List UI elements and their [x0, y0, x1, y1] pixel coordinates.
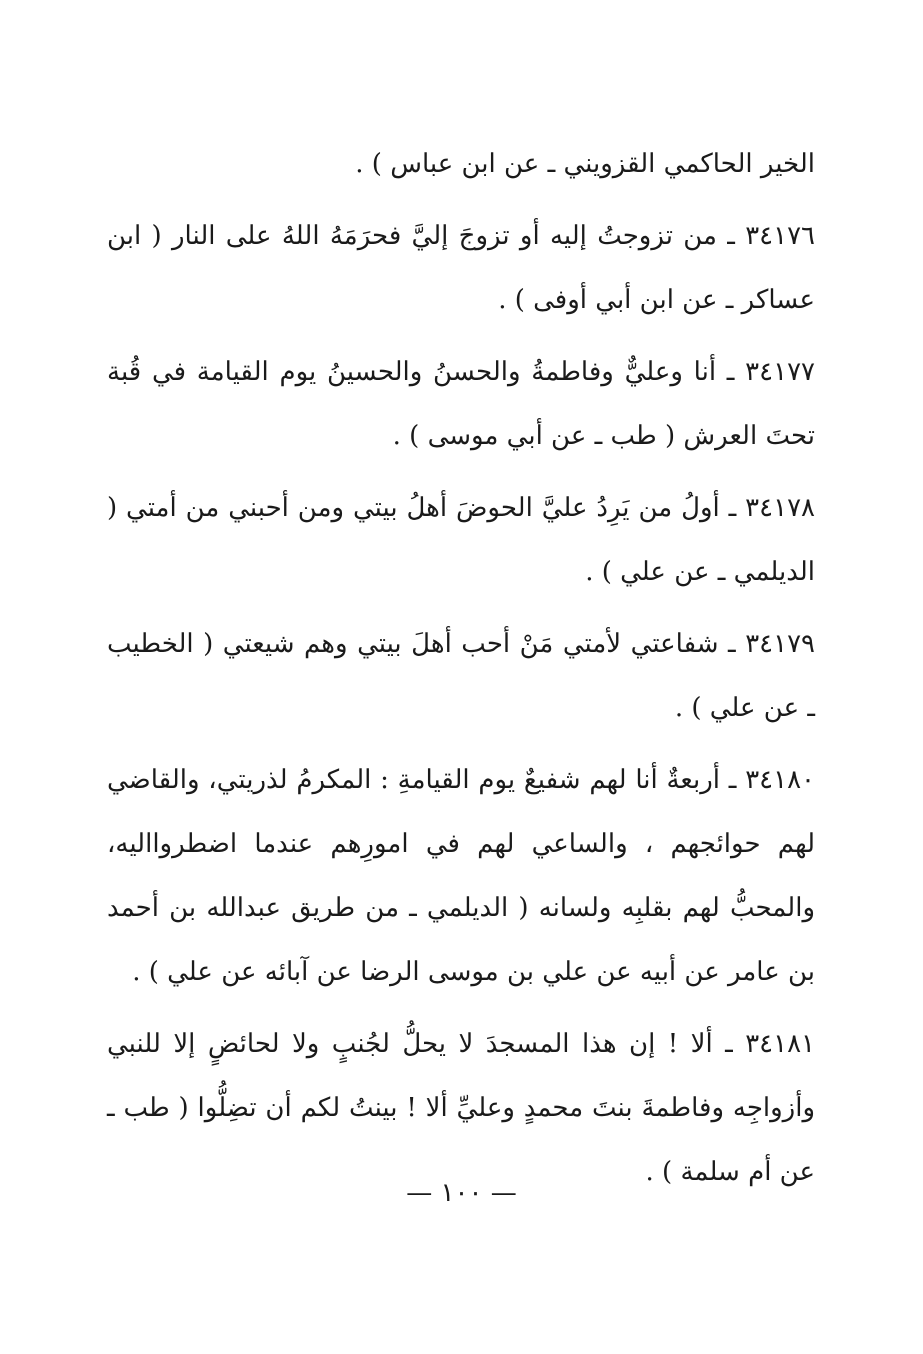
entry-number: ٣٤١٧٨: [745, 493, 815, 523]
hadith-entry-34176: [107, 204, 815, 332]
entry-text: ـ أنا وعليٌّ وفاطمةُ والحسنُ والحسينُ يوم القيامة في قُبة تحتَ العرش ( طب ـ عن أبي موسى ) .: [107, 357, 815, 451]
entry-number: ٣٤١٧٦: [745, 221, 816, 251]
page-number: — ١٠٠ —: [406, 1178, 517, 1208]
entry-number: ٣٤١٧٧: [745, 357, 815, 387]
entry-number: ٣٤١٧٩: [745, 629, 816, 659]
entry-number: ٣٤١٨٠: [745, 765, 816, 795]
continuation-paragraph: الخير الحاكمي القزويني ـ عن ابن عباس ) .: [355, 149, 815, 179]
page-body: [107, 132, 815, 1204]
hadith-entry-34178: [107, 476, 815, 604]
entry-text: ـ شفاعتي لأمتي مَنْ أحب أهلَ بيتي وهم شيعتي ( الخطيب ـ عن علي ) .: [107, 629, 815, 723]
entry-text: ـ من تزوجتُ إليه أو تزوجَ إليَّ فحرَمَهُ اللهُ على النار ( ابن عساكر ـ عن ابن أبي أوفى ) .: [107, 221, 815, 315]
entry-text: ـ ألا ! إن هذا المسجدَ لا يحلُّ لجُنبٍ ولا لحائضٍ إلا للنبي وأزواجِه وفاطمةَ بنتَ محمدٍ وعليِّ ألا ! بينتُ لكم أن تضِلُّوا ( طب ـ عن أم سلمة ) .: [107, 1029, 816, 1187]
entry-text: ـ أربعةٌ أنا لهم شفيعٌ يوم القيامةِ : المكرمُ لذريتي، والقاضي لهم حوائجهم ، والساعي لهم في امورِهم عندما اضطروااليه، والمحبُّ لهم بقلبِه ولسانه ( الديلمي ـ من طريق عبدالله بن أحمد بن عامر عن أبيه عن علي بن موسى الرضا عن آبائه عن علي ) .: [107, 765, 815, 987]
hadith-entry-34181: [107, 1012, 815, 1204]
hadith-entry-34179: [107, 612, 815, 740]
hadith-entry-34177: [107, 340, 815, 468]
entry-text: ـ أولُ من يَرِدُ عليَّ الحوضَ أهلُ بيتي ومن أحبني من أمتي ( الديلمي ـ عن علي ) .: [107, 493, 815, 587]
entry-number: ٣٤١٨١: [745, 1029, 816, 1059]
hadith-entry-34180: [107, 748, 815, 1004]
